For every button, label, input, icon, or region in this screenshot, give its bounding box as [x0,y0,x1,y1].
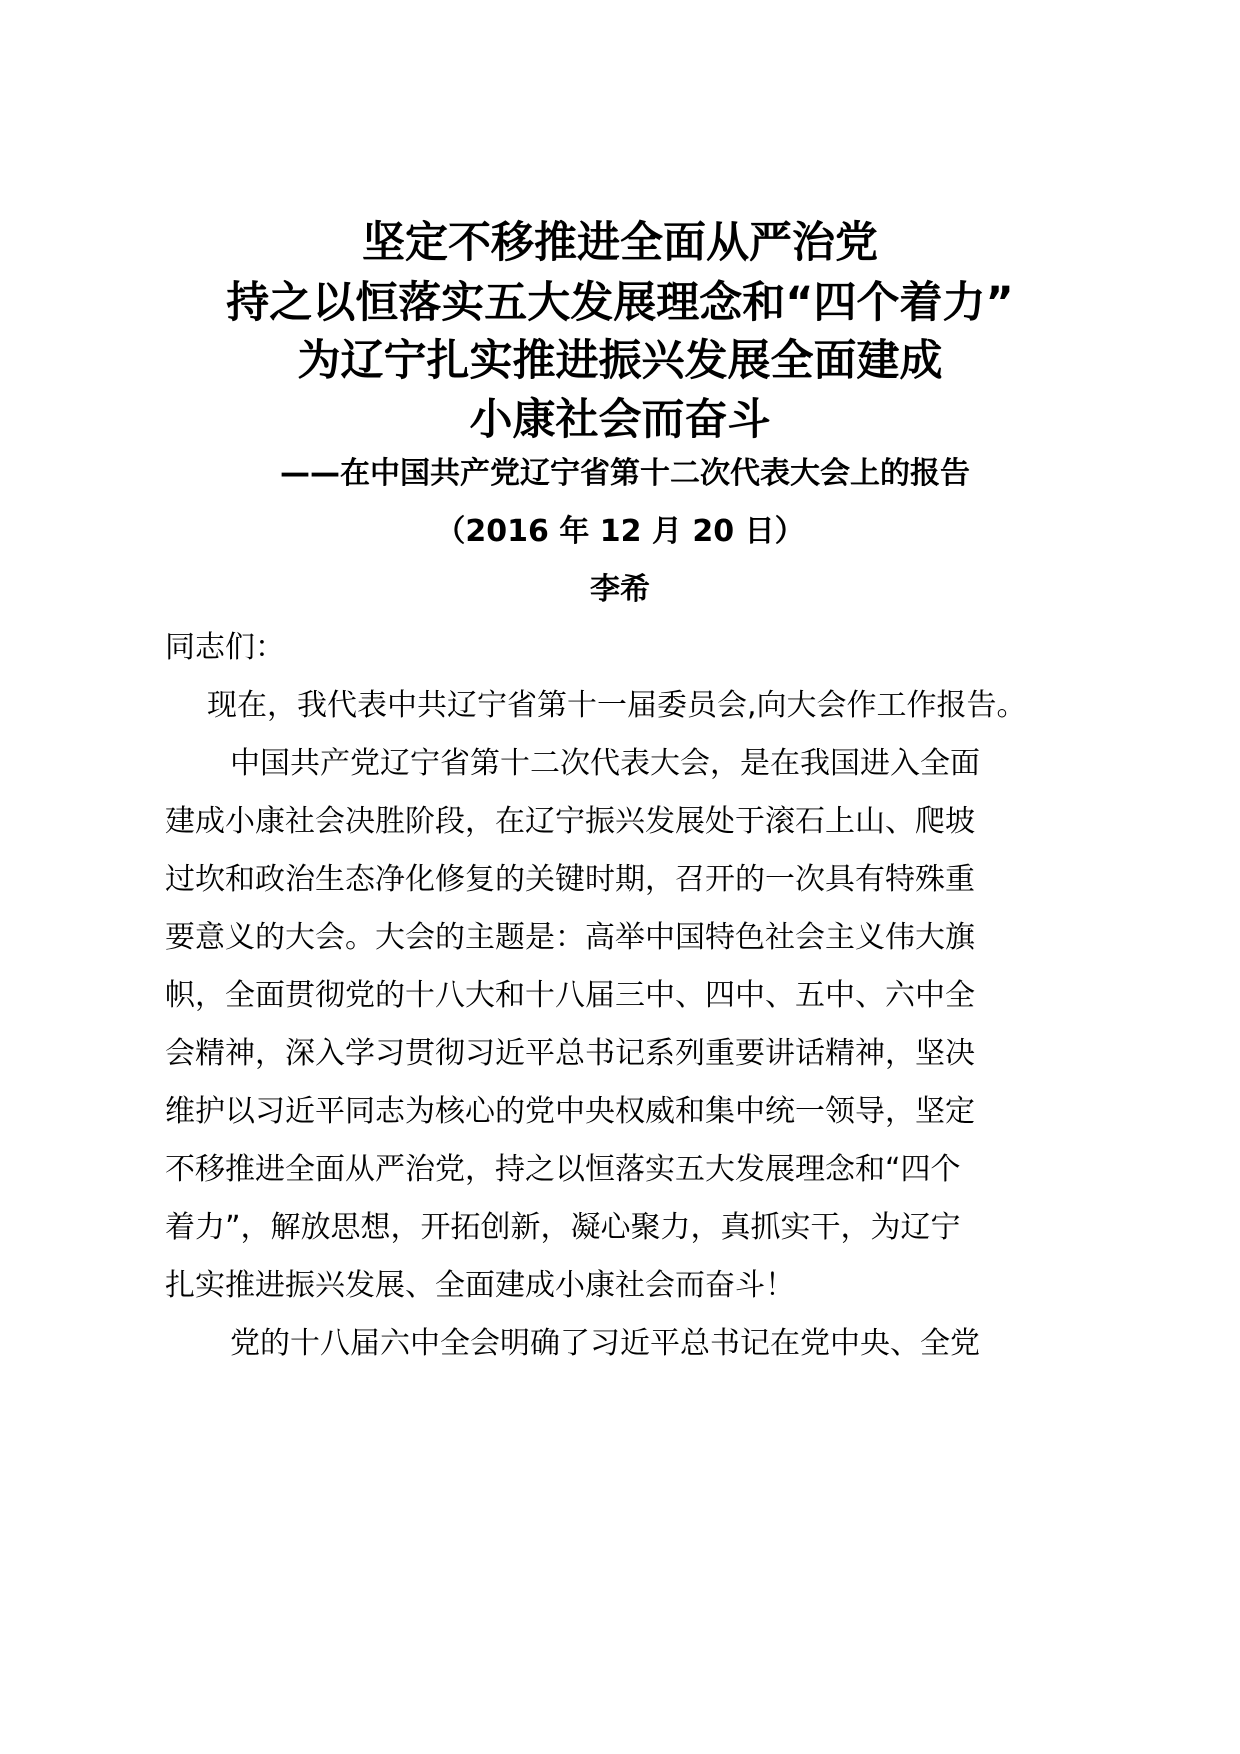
report-date: （2016 年 12 月 20 日） [435,514,805,549]
title-line-1: 坚定不移推进全面从严治党 [362,218,878,268]
salutation: 同志们： [165,630,285,665]
paragraph-1-line: 会精神，深入学习贯彻习近平总书记系列重要讲话精神，坚决 [165,1036,975,1071]
author-name: 李希 [590,572,650,607]
intro-paragraph: 现在，我代表中共辽宁省第十一届委员会,向大会作工作报告。 [207,688,1027,723]
paragraph-1-line: 建成小康社会决胜阶段，在辽宁振兴发展处于滚石上山、爬坡 [165,804,975,839]
paragraph-1-line: 要意义的大会。大会的主题是：高举中国特色社会主义伟大旗 [165,920,975,955]
title-line-3: 为辽宁扎实推进振兴发展全面建成 [297,336,943,386]
paragraph-1-line: 维护以习近平同志为核心的党中央权威和集中统一领导，坚定 [165,1094,975,1129]
paragraph-1-line: 中国共产党辽宁省第十二次代表大会，是在我国进入全面 [230,746,980,781]
report-subtitle: ——在中国共产党辽宁省第十二次代表大会上的报告 [280,456,970,491]
title-line-2: 持之以恒落实五大发展理念和“四个着力” [226,278,1014,328]
paragraph-1-line: 帜，全面贯彻党的十八大和十八届三中、四中、五中、六中全 [165,978,975,1013]
paragraph-2-line: 党的十八届六中全会明确了习近平总书记在党中央、全党 [230,1326,980,1361]
paragraph-1-line: 扎实推进振兴发展、全面建成小康社会而奋斗！ [165,1268,795,1303]
paragraph-1-line: 着力”，解放思想，开拓创新，凝心聚力，真抓实干，为辽宁 [165,1210,961,1245]
title-line-4: 小康社会而奋斗 [469,395,771,445]
paragraph-1-line: 不移推进全面从严治党，持之以恒落实五大发展理念和“四个 [165,1152,961,1187]
paragraph-1-line: 过坎和政治生态净化修复的关键时期，召开的一次具有特殊重 [165,862,975,897]
